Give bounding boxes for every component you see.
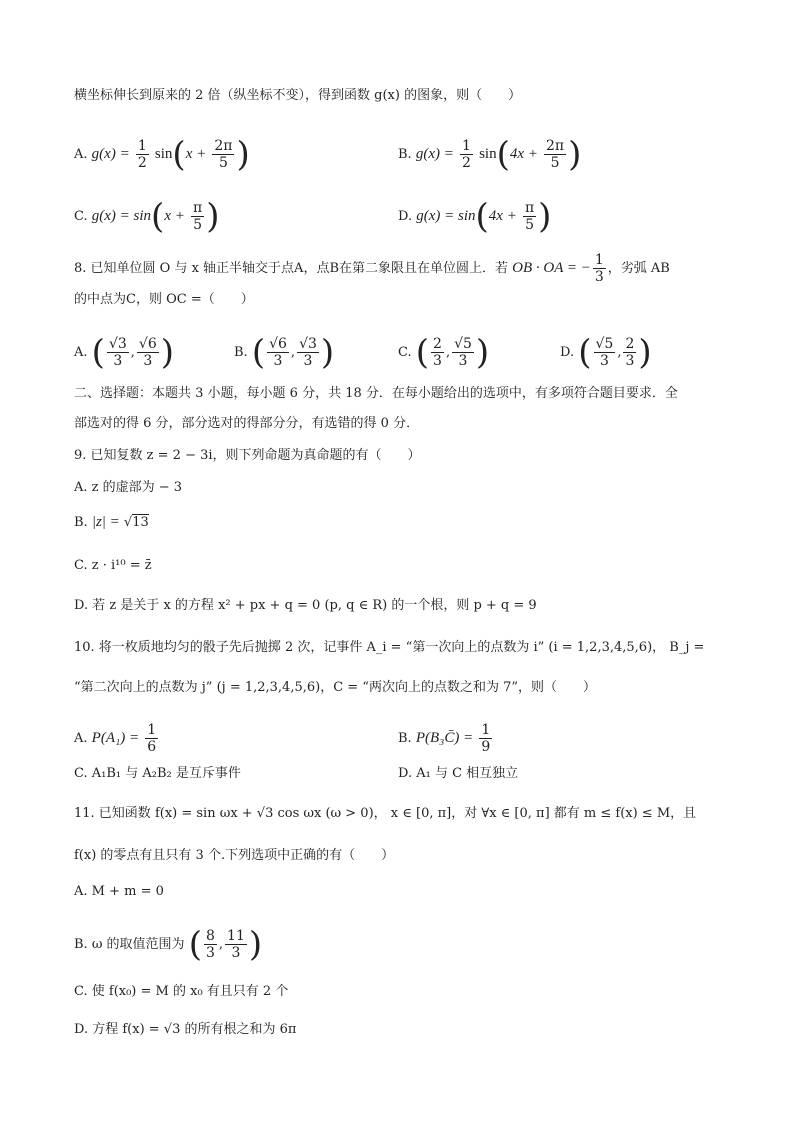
option-label: A. (74, 345, 88, 360)
fraction: $\frac{2}{3}$ (433, 336, 442, 369)
q10-option-d: D. A₁ 与 C 相互独立 (398, 766, 519, 781)
fraction: $\frac{√6}{3}$ (138, 336, 157, 369)
math-expr: g(x) = (91, 146, 130, 162)
fraction: $\frac{√5}{3}$ (454, 336, 472, 369)
option-label: A. (74, 731, 88, 746)
q9-option-d: D. 若 z 是关于 x 的方程 x² + px + q = 0 (p, q ∈ R) 的一个根，则 p + q = 9 (74, 598, 537, 613)
sqrt-radicand: 13 (132, 515, 149, 530)
fraction: $\frac{2\pi}{5}$ (546, 138, 565, 171)
q8-tail: ，劣弧 AB (607, 261, 670, 276)
math-expr: sin (479, 146, 497, 162)
fraction: $\frac{1}{6}$ (147, 722, 157, 755)
q9-option-a: A. z 的虚部为 − 3 (74, 480, 183, 495)
q7-option-a: A. g(x) = $\frac{1}{2}$ sin(x + $\frac{2\pi}{5}$ ) (74, 134, 250, 175)
fraction: $\frac{8}{3}$ (205, 928, 215, 961)
q7-option-d: D. g(x) = sin(4x + $\frac{\pi}{5}$ ) (398, 196, 552, 237)
fraction: $\frac{11}{3}$ (227, 928, 245, 961)
math-expr: g(x) = sin (91, 208, 152, 224)
section2-line1: 二、选择题：本题共 3 小题，每小题 6 分，共 18 分．在每小题给出的选项中，有多项符合题目要求．全 (74, 386, 678, 401)
option-label: B. (74, 515, 88, 530)
q9-option-c: C. z · i¹⁰ = z̄ (74, 558, 152, 573)
math-expr: g(x) = (415, 146, 454, 162)
q11-option-b: B. ω 的取值范围为 ( $\frac{8}{3}$ , $\frac{11}{3}$ ) (74, 924, 263, 965)
math-expr: 4x + (488, 208, 517, 224)
q8-option-d: D. ( $\frac{√5}{3}$ , $\frac{2}{3}$ ) (560, 332, 652, 373)
q11-stem-line2: f(x) 的零点有且只有 3 个.下列选项中正确的有（ ） (74, 848, 395, 863)
q8-option-a: A. ( $\frac{√3}{3}$ , $\frac{√6}{3}$ ) (74, 332, 174, 373)
q8-stem-line2: 的中点为C，则 OC =（ ） (74, 292, 254, 307)
fraction: $\frac{√3}{3}$ (108, 336, 127, 369)
fraction: $\frac{1}{2}$ (137, 138, 147, 171)
section2-line2: 部选对的得 6 分，部分选对的得部分分，有选错的得 0 分． (74, 416, 420, 431)
math-expr: |z| = (91, 514, 120, 530)
q11-stem-line1: 11. 已知函数 f(x) = sin ωx + √3 cos ωx (ω > 0)， x ∈ [0, π]，对 ∀x ∈ [0, π] 都有 m ≤ f(x) ≤ M，且 (74, 806, 697, 821)
option-label: C. (398, 345, 412, 360)
fraction: $\frac{√6}{3}$ (269, 336, 287, 369)
fraction: $\frac{1}{3}$ (594, 252, 604, 285)
fraction: $\frac{2\pi}{5}$ (214, 138, 233, 171)
option-label: A. (74, 147, 88, 162)
q8-option-c: C. ( $\frac{2}{3}$ , $\frac{√5}{3}$ ) (398, 332, 490, 373)
option-label: D. (560, 345, 575, 360)
option-label: C. (74, 209, 88, 224)
q8-option-b: B. ( $\frac{√6}{3}$ , $\frac{√3}{3}$ ) (234, 332, 335, 373)
fraction: $\frac{√3}{3}$ (299, 336, 317, 369)
q10-stem-line1: 10. 将一枚质地均匀的骰子先后抛掷 2 次，记事件 A_i = “第一次向上的点数为 i” (i = 1,2,3,4,5,6)， B_j = (74, 640, 705, 655)
option-label: B. (234, 345, 248, 360)
q8-text: 8. 已知单位圆 O 与 x 轴正半轴交于点A，点B在第二象限且在单位圆上．若 (74, 261, 508, 276)
option-label: B. (398, 731, 412, 746)
fraction: $\frac{\pi}{5}$ (192, 200, 203, 233)
option-label: D. (398, 209, 413, 224)
q11-option-c: C. 使 f(x₀) = M 的 x₀ 有且只有 2 个 (74, 984, 289, 999)
math-expr: x + (185, 146, 207, 162)
q9-stem: 9. 已知复数 z = 2 − 3i，则下列命题为真命题的有（ ） (74, 448, 421, 463)
q10-stem-line2: “第二次向上的点数为 j” (j = 1,2,3,4,5,6)，C = “两次向上的点数之和为 7”，则（ ） (74, 680, 597, 695)
math-expr: g(x) = sin (416, 208, 476, 224)
fraction: $\frac{1}{9}$ (481, 722, 491, 755)
intro-line: 横坐标伸长到原来的 2 倍（纵坐标不变），得到函数 g(x) 的图象，则（ ） (74, 88, 522, 103)
q8-stem-line1 (74, 252, 670, 285)
fraction: $\frac{√5}{3}$ (595, 336, 614, 369)
math-expr: OB · OA = − (512, 260, 591, 276)
q7-option-c: C. g(x) = sin(x + $\frac{\pi}{5}$ ) (74, 196, 220, 237)
fraction: $\frac{2}{3}$ (625, 336, 635, 369)
option-label: B. (398, 147, 412, 162)
q7-option-b: B. g(x) = $\frac{1}{2}$ sin(4x + $\frac{2\pi}{5}$ ) (398, 134, 582, 175)
q10-option-a (74, 722, 160, 755)
math-expr: P(A₁) = (91, 730, 140, 746)
math-expr: 4x + (509, 146, 538, 162)
math-expr: x + (164, 208, 185, 224)
q11-option-a: A. M + m = 0 (74, 884, 164, 899)
fraction: $\frac{\pi}{5}$ (524, 200, 535, 233)
option-label: B. ω 的取值范围为 (74, 937, 185, 952)
q11-option-d: D. 方程 f(x) = √3 的所有根之和为 6π (74, 1022, 297, 1037)
q10-option-c: C. A₁B₁ 与 A₂B₂ 是互斥事件 (74, 766, 241, 781)
q9-option-b: B. |z| = √13 (74, 514, 149, 530)
fraction: $\frac{1}{2}$ (462, 138, 471, 171)
math-expr: sin (154, 146, 173, 162)
math-expr: P(B₃C̄) = (415, 730, 474, 746)
q10-option-b (398, 722, 494, 755)
